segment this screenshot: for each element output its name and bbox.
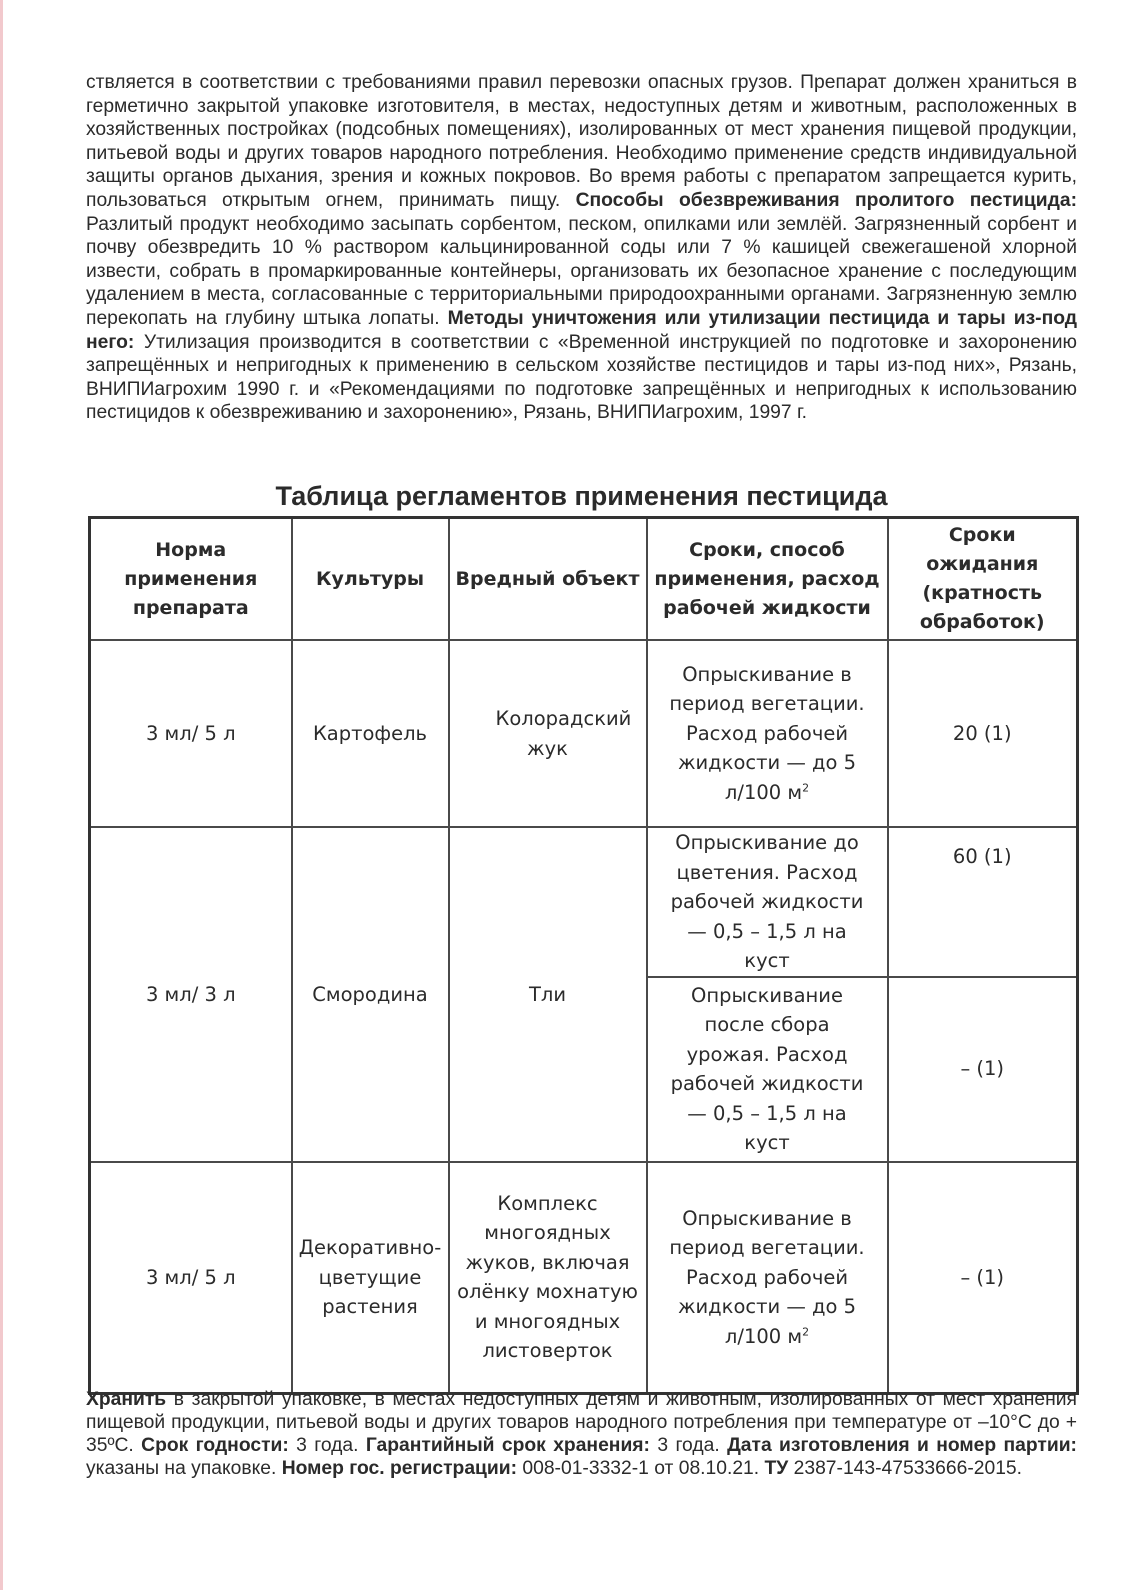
cell-crop: Смородина	[292, 827, 449, 1162]
regulations-table	[88, 516, 1079, 1395]
header-pest: Вредный объект	[449, 518, 647, 641]
header-method: Сроки, способ применения, расход рабочей жидкости	[647, 518, 888, 641]
header-crops: Культуры	[292, 518, 449, 641]
text-run: Разлитый продукт необходимо засыпать сорбентом, песком, опилками или землёй. Загрязненный сорбент и почву обезвредить 10 % раствором кальцинированной соды или 7 % кашицей свежегашеной хлорной извести, собрать в промаркированные контейнеры, организовать их безопасное хранение с последующим удалением в места, согласованные с территориальными природоохранными органами. Загрязненную землю перекопать на глубину штыка лопаты.	[86, 213, 1077, 329]
cell-method: Опрыскивание после сбора урожая. Расход рабочей жидкости — 0,5 – 1,5 л на куст	[647, 977, 888, 1162]
text-run: в закрытой упаковке, в местах недоступных детям и животным, изолированных от мест хранения пищевой продукции, питьевой воды и других товаров народного потребления при температуре от –10°С до + 35ºС.	[86, 1389, 1077, 1456]
cell-rate: 3 мл/ 5 л	[90, 640, 292, 827]
text-run: 008-01-3332-1 от 08.10.21.	[517, 1458, 765, 1479]
cell-rate: 3 мл/ 5 л	[90, 1162, 292, 1394]
label-tu: ТУ	[764, 1458, 789, 1479]
text-run: ствляется в соответствии с требованиями правил перевозки опасных грузов. Препарат должен храниться в герметично закрытой упаковке изготовителя, в местах, недоступных детям и животным, расположенных в хозяйственных постройках (подсобных помещениях), изолированных от мест хранения пищевой продукции, питьевой воды и других товаров народного потребления. Необходимо применение средств индивидуальной защиты органов дыхания, зрения и кожных покровов. Во время работы с препаратом запрещается курить, пользоваться открытым огнем, принимать пищу.	[86, 72, 1077, 211]
header-application-rate: Норма применения препарата	[90, 518, 292, 641]
text-run: 3 года.	[288, 1435, 366, 1456]
cell-wait: – (1)	[888, 1162, 1078, 1394]
cell-pest: Колорадский жук	[449, 640, 647, 827]
table-row	[90, 827, 1078, 977]
cell-pest: Комплекс многоядных жуков, включая олёнку мохнатую и многоядных листоверток	[449, 1162, 647, 1394]
section-heading-inline: Способы обезвреживания пролитого пестицида:	[575, 189, 1077, 211]
label-warranty-period: Гарантийный срок хранения:	[365, 1435, 650, 1456]
cell-crop: Декоративно-цветущие растения	[292, 1162, 449, 1394]
handling-instructions-text	[86, 71, 1077, 425]
cell-pest: Тли	[449, 827, 647, 1162]
cell-method: Опрыскивание до цветения. Расход рабочей жидкости — 0,5 – 1,5 л на куст	[647, 827, 888, 977]
cell-method	[647, 1162, 888, 1394]
cell-wait: 20 (1)	[888, 640, 1078, 827]
table-header-row	[90, 518, 1078, 641]
text-run: Утилизация производится в соответствии с «Временной инструкцией по подготовке и захоронению запрещённых и непригодных к применению в сельском хозяйстве пестицидов и тары из-под них», Рязань, ВНИПИагрохим 1990 г. и «Рекомендациями по подготовке запрещённых и непригодных к использованию пестицидов к обезвреживанию и захоронению», Рязань, ВНИПИагрохим, 1997 г.	[86, 331, 1077, 424]
header-waiting-period: Сроки ожидания (кратность обработок)	[888, 518, 1078, 641]
label-manufacture-date: Дата изготовления и номер партии:	[727, 1435, 1077, 1456]
superscript-2: 2	[802, 781, 810, 795]
text-run: 3 года.	[649, 1435, 728, 1456]
label-store: Хранить	[86, 1389, 167, 1410]
cell-wait: – (1)	[888, 977, 1078, 1162]
cell-rate: 3 мл/ 3 л	[90, 827, 292, 1162]
text-run: указаны на упаковке.	[86, 1458, 282, 1479]
cell-crop: Картофель	[292, 640, 449, 827]
label-shelf-life: Срок годности:	[141, 1435, 289, 1456]
cell-wait: 60 (1)	[888, 827, 1078, 977]
page-edge-stripe	[0, 0, 3, 1590]
table-row	[90, 1162, 1078, 1394]
text-run: 2387-143-47533666-2015.	[788, 1458, 1023, 1479]
table-title: Таблица регламентов применения пестицида	[275, 481, 888, 511]
storage-info-text	[86, 1388, 1077, 1480]
method-text: Опрыскивание в период вегетации. Расход рабочей жидкости — до 5 л/100 м	[669, 1206, 865, 1348]
method-text: Опрыскивание в период вегетации. Расход рабочей жидкости — до 5 л/100 м	[669, 662, 865, 804]
label-registration-number: Номер гос. регистрации:	[281, 1458, 518, 1479]
table-row	[90, 640, 1078, 827]
cell-method	[647, 640, 888, 827]
section-heading-inline: Методы уничтожения или утилизации пестицида и тары из-под него:	[86, 307, 1077, 353]
superscript-2: 2	[802, 1325, 810, 1338]
